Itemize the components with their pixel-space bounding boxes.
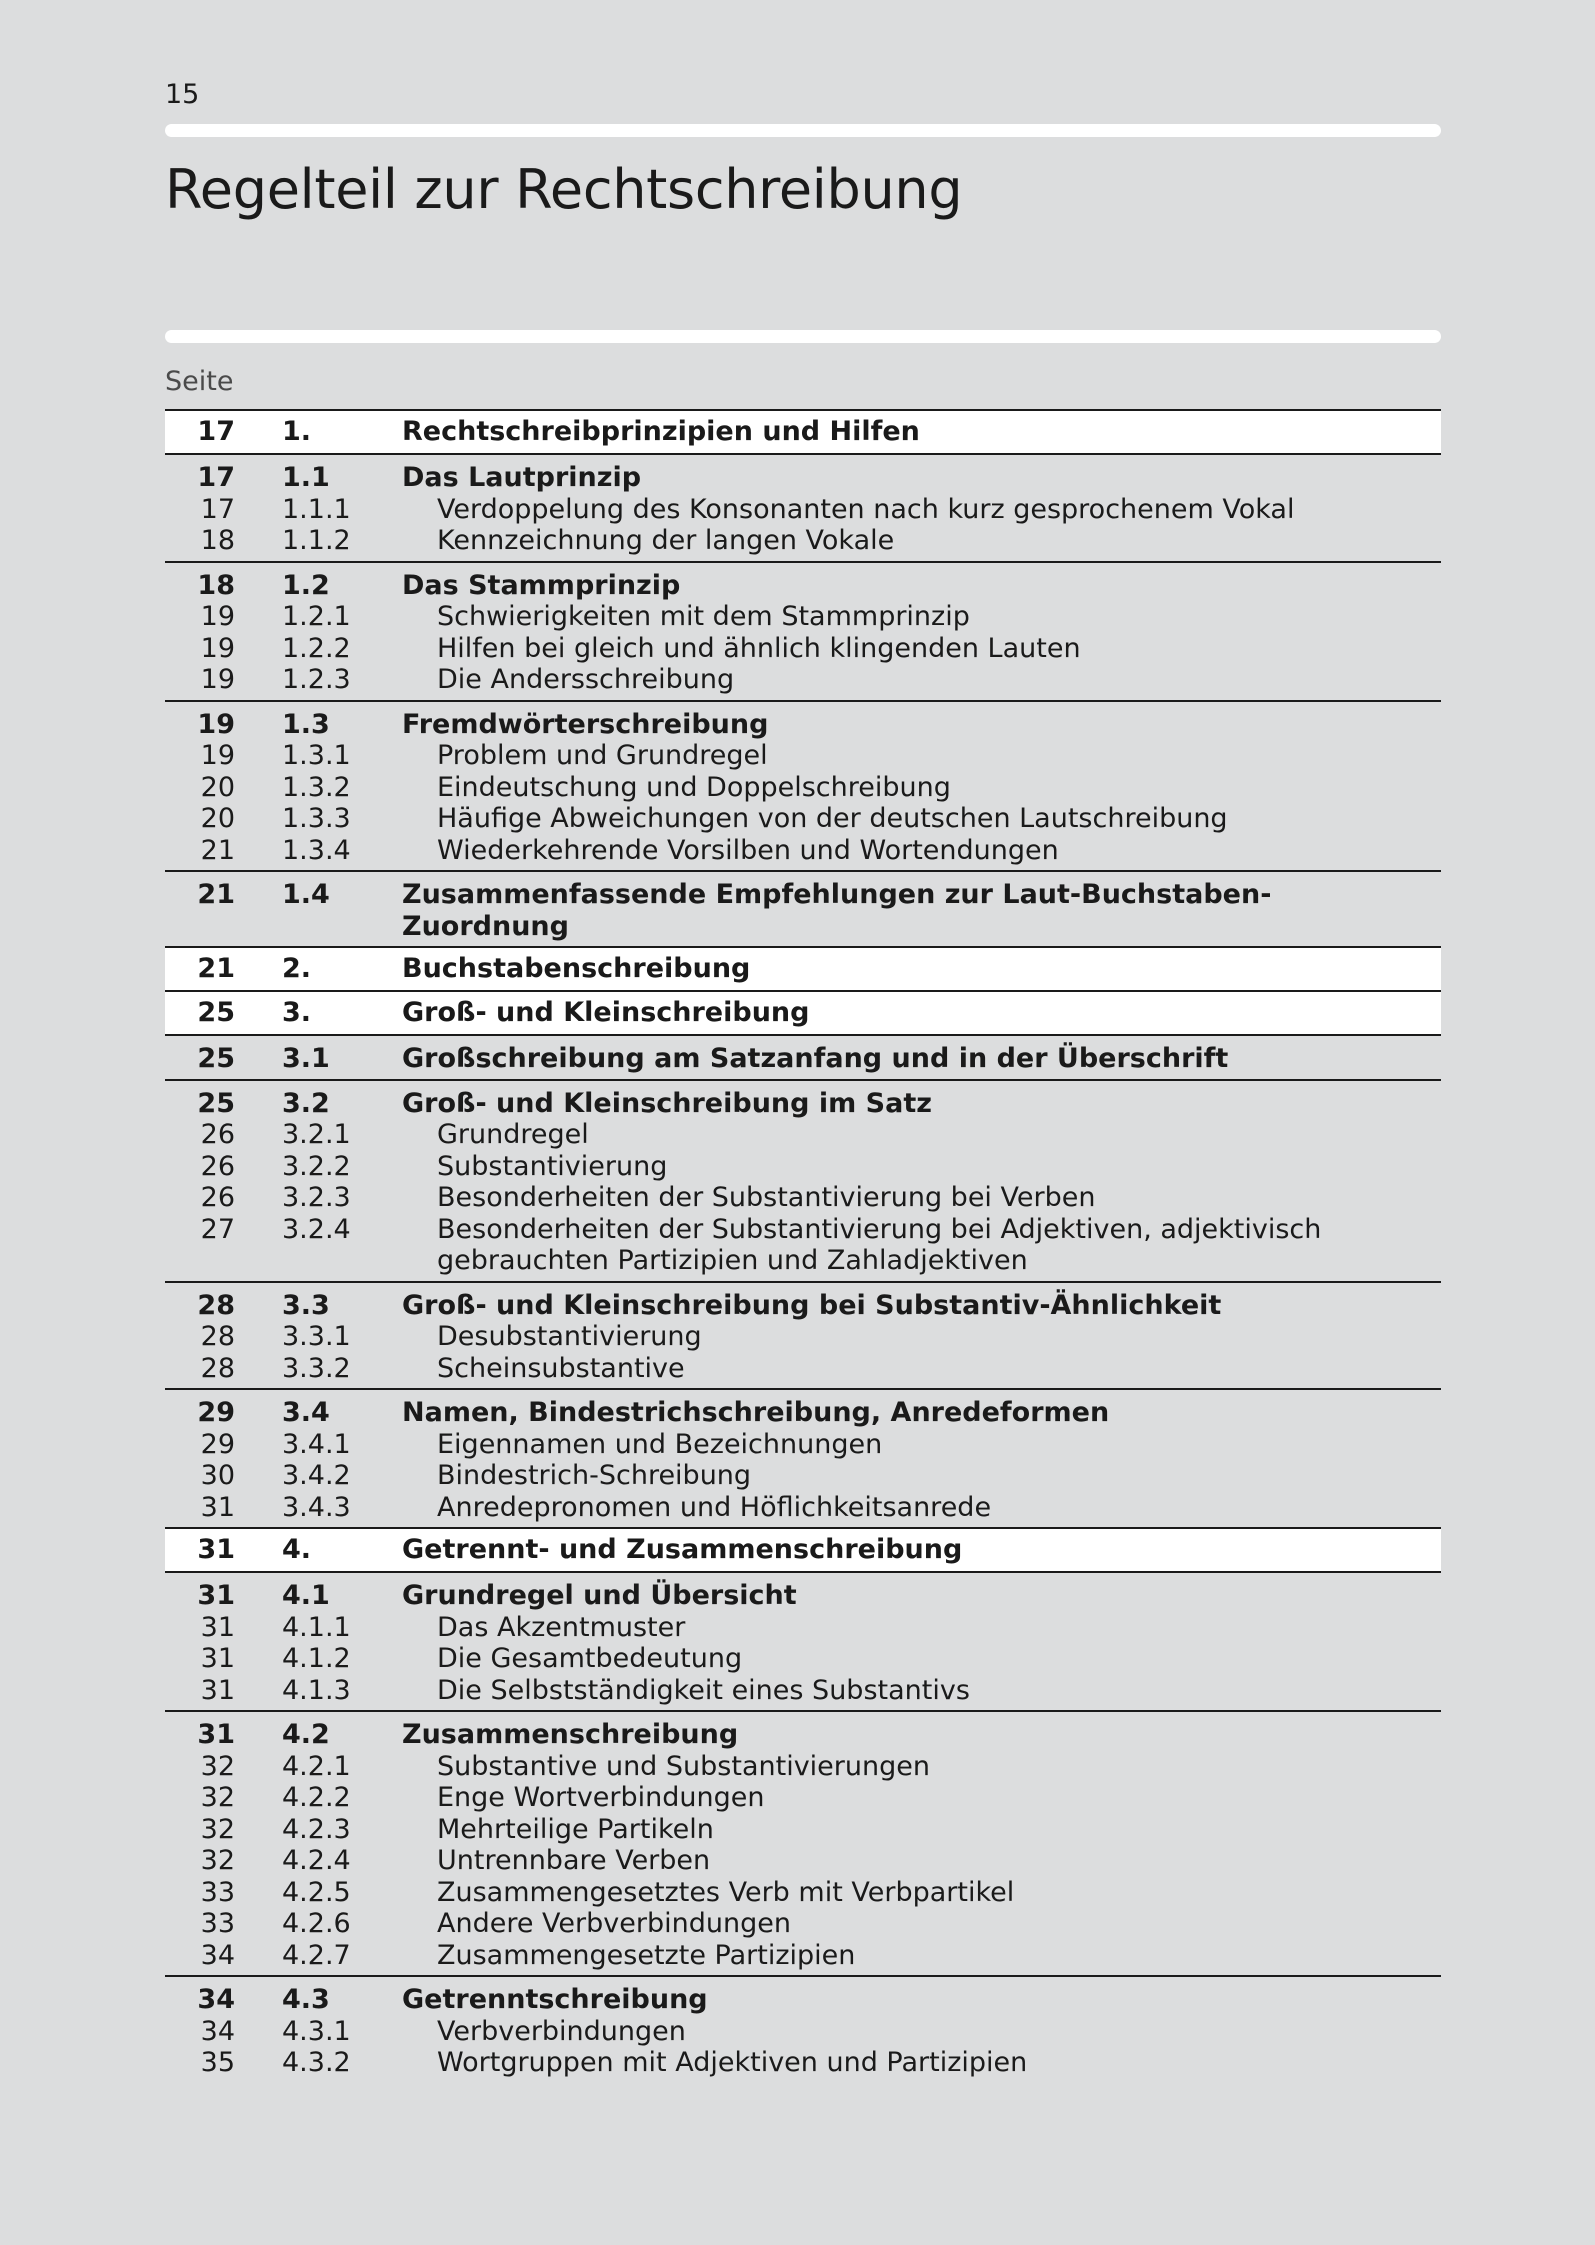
toc-entry-title: Verdoppelung des Konsonanten nach kurz gesprochenem Vokal [437, 493, 1295, 525]
toc-entry[interactable] [165, 494, 1441, 526]
toc-section-number: 4. [282, 1534, 312, 1565]
toc-page-number: 35 [200, 2047, 235, 2078]
table-of-contents [165, 409, 1441, 2083]
toc-entry[interactable] [165, 1814, 1441, 1846]
toc-section-number: 2. [282, 953, 312, 984]
toc-chapter-group [165, 992, 1441, 1036]
toc-entry[interactable] [165, 1877, 1441, 1909]
toc-section-number: 1.3.4 [282, 834, 351, 866]
toc-entry-title: Wiederkehrende Vorsilben und Wortendungen [437, 834, 1059, 866]
toc-entry-title: Andere Verbverbindungen [437, 1908, 791, 1939]
toc-entry-title: Anredepronomen und Höflichkeitsanrede [437, 1491, 992, 1523]
top-divider [165, 124, 1441, 137]
toc-chapter-group [165, 409, 1441, 455]
toc-entry-title: Eigennamen und Bezeichnungen [437, 1428, 883, 1460]
toc-entry-title: Grundregel und Übersicht [402, 1580, 797, 1611]
toc-section-number: 1.4 [282, 879, 330, 910]
toc-section-number: 3.4 [282, 1397, 330, 1428]
toc-entry[interactable] [165, 1533, 1441, 1567]
toc-entry-title: Rechtschreibprinzipien und Hilfen [402, 416, 920, 447]
toc-section-number: 4.2.3 [282, 1813, 351, 1845]
toc-entry-title: Namen, Bindestrichschreibung, Anredeformen [402, 1397, 1110, 1428]
toc-entry-title: Mehrteilige Partikeln [437, 1813, 714, 1845]
page-title: Regelteil zur Rechtschreibung [165, 158, 963, 221]
toc-section-number: 3.2.2 [282, 1150, 351, 1182]
toc-page-number: 31 [197, 1719, 235, 1750]
toc-entry-title: Getrenntschreibung [402, 1984, 708, 2015]
toc-page-number: 19 [200, 632, 235, 664]
toc-page-number: 17 [200, 493, 235, 525]
toc-section-group [165, 561, 1441, 700]
toc-section-number: 4.2.4 [282, 1845, 351, 1876]
toc-entry[interactable] [165, 772, 1441, 804]
toc-entry-title: Häufige Abweichungen von der deutschen Lautschreibung [437, 803, 1228, 834]
toc-entry[interactable] [165, 1643, 1441, 1675]
toc-entry-title: Kennzeichnung der langen Vokale [437, 525, 895, 556]
toc-entry[interactable] [165, 1321, 1441, 1353]
toc-section-group [165, 700, 1441, 871]
toc-page-number: 29 [200, 1428, 235, 1460]
toc-page-number: 19 [200, 664, 235, 695]
toc-entry[interactable] [165, 1751, 1441, 1783]
toc-section-number: 1.1 [282, 462, 330, 493]
toc-entry-title: Verbverbindungen [437, 2015, 686, 2047]
toc-section-number: 1. [282, 416, 312, 447]
toc-entry[interactable] [165, 1151, 1441, 1183]
toc-entry[interactable] [165, 1492, 1441, 1524]
toc-entry[interactable] [165, 1182, 1441, 1214]
toc-entry[interactable] [165, 633, 1441, 665]
toc-entry[interactable] [165, 1290, 1441, 1322]
toc-entry-title: Die Selbstständigkeit eines Substantivs [437, 1674, 970, 1706]
toc-section-group [165, 1710, 1441, 1975]
toc-entry[interactable] [165, 1908, 1441, 1940]
toc-entry[interactable] [165, 1580, 1441, 1612]
toc-entry[interactable] [165, 709, 1441, 741]
toc-page-number: 34 [200, 2015, 235, 2047]
toc-entry[interactable] [165, 2016, 1441, 2048]
toc-section-number: 3.2.4 [282, 1213, 351, 1245]
toc-entry-title: Fremdwörterschreibung [402, 708, 769, 740]
toc-entry-title: Substantivierung [437, 1150, 668, 1182]
toc-page-number: 27 [200, 1213, 235, 1245]
toc-entry[interactable] [165, 1088, 1441, 1120]
toc-section-number: 1.3 [282, 708, 330, 740]
toc-page-number: 26 [200, 1150, 235, 1182]
toc-section-number: 4.1.3 [282, 1674, 351, 1706]
toc-page-number: 34 [197, 1984, 235, 2015]
toc-section-group [165, 1036, 1441, 1079]
toc-page-number: 28 [200, 1352, 235, 1384]
toc-entry[interactable] [165, 601, 1441, 633]
toc-entry-title: Hilfen bei gleich und ähnlich klingenden Lauten [437, 632, 1081, 664]
toc-page-number: 21 [197, 953, 235, 984]
toc-section-group [165, 1388, 1441, 1527]
toc-entry-title: Besonderheiten der Substantivierung bei Adjektiven, adjektivisch gebrauchten Partizipien und Zahladjektiven [437, 1213, 1322, 1276]
toc-entry-title: Zusammengesetztes Verb mit Verbpartikel [437, 1876, 1015, 1908]
page-column-label: Seite [165, 366, 234, 397]
toc-entry[interactable] [165, 1719, 1441, 1751]
toc-entry-title: Schwierigkeiten mit dem Stammprinzip [437, 601, 970, 632]
toc-entry[interactable] [165, 664, 1441, 696]
section-divider [165, 330, 1441, 343]
toc-section-number: 4.1.1 [282, 1611, 351, 1643]
toc-section-number: 3.3.1 [282, 1321, 351, 1352]
toc-section-number: 1.1.1 [282, 493, 351, 525]
toc-page-number: 18 [197, 569, 235, 601]
toc-entry-title: Wortgruppen mit Adjektiven und Partizipien [437, 2047, 1028, 2078]
toc-entry[interactable] [165, 879, 1441, 942]
toc-page-number: 32 [200, 1845, 235, 1876]
toc-page-number: 26 [200, 1182, 235, 1213]
toc-section-number: 3.2 [282, 1087, 330, 1119]
toc-section-number: 1.3.2 [282, 771, 351, 803]
toc-page-number: 31 [200, 1643, 235, 1674]
toc-section-number: 4.3.1 [282, 2015, 351, 2047]
toc-section-number: 1.2.3 [282, 664, 351, 695]
toc-entry-title: Bindestrich-Schreibung [437, 1460, 752, 1491]
toc-entry[interactable] [165, 1782, 1441, 1814]
toc-page-number: 21 [197, 879, 235, 910]
toc-entry[interactable] [165, 1214, 1441, 1277]
toc-entry[interactable] [165, 525, 1441, 557]
toc-entry-title: Besonderheiten der Substantivierung bei Verben [437, 1182, 1096, 1213]
toc-section-number: 4.2.5 [282, 1876, 351, 1908]
toc-entry-title: Eindeutschung und Doppelschreibung [437, 771, 951, 803]
toc-section-number: 4.2 [282, 1719, 330, 1750]
toc-entry[interactable] [165, 740, 1441, 772]
toc-entry-title: Groß- und Kleinschreibung im Satz [402, 1087, 932, 1119]
toc-entry[interactable] [165, 2047, 1441, 2079]
toc-section-group [165, 1573, 1441, 1710]
toc-section-number: 3.2.1 [282, 1119, 351, 1150]
toc-section-group [165, 1975, 1441, 2083]
toc-section-number: 4.2.1 [282, 1750, 351, 1782]
toc-section-number: 4.2.7 [282, 1939, 351, 1971]
toc-section-number: 3.4.1 [282, 1428, 351, 1460]
toc-entry[interactable] [165, 1940, 1441, 1972]
toc-section-group [165, 455, 1441, 561]
toc-page-number: 32 [200, 1750, 235, 1782]
toc-entry-title: Substantive und Substantivierungen [437, 1750, 930, 1782]
toc-entry-title: Das Stammprinzip [402, 569, 681, 601]
toc-page-number: 20 [200, 771, 235, 803]
toc-entry[interactable] [165, 1397, 1441, 1429]
toc-section-number: 4.1.2 [282, 1643, 351, 1674]
toc-section-number: 4.2.6 [282, 1908, 351, 1939]
toc-section-group [165, 1079, 1441, 1281]
toc-section-number: 3.3 [282, 1289, 330, 1321]
toc-entry[interactable] [165, 952, 1441, 986]
toc-page-number: 30 [200, 1460, 235, 1491]
toc-section-number: 4.3 [282, 1984, 330, 2015]
toc-entry-title: Buchstabenschreibung [402, 953, 751, 984]
toc-section-group [165, 870, 1441, 946]
toc-entry[interactable] [165, 1043, 1441, 1075]
toc-page-number: 20 [200, 803, 235, 834]
toc-entry[interactable] [165, 415, 1441, 449]
toc-entry[interactable] [165, 1675, 1441, 1707]
toc-page-number: 25 [197, 997, 235, 1028]
toc-page-number: 34 [200, 1939, 235, 1971]
toc-section-number: 3. [282, 997, 312, 1028]
toc-page-number: 25 [197, 1087, 235, 1119]
toc-page-number: 25 [197, 1043, 235, 1074]
toc-page-number: 33 [200, 1876, 235, 1908]
toc-section-number: 1.2.2 [282, 632, 351, 664]
toc-entry-title: Getrennt- und Zusammenschreibung [402, 1534, 963, 1565]
toc-section-number: 4.1 [282, 1580, 330, 1611]
toc-page-number: 19 [200, 740, 235, 771]
toc-entry[interactable] [165, 1984, 1441, 2016]
toc-section-number: 1.2.1 [282, 601, 351, 632]
toc-entry[interactable] [165, 1845, 1441, 1877]
toc-entry-title: Grundregel [437, 1119, 589, 1150]
toc-section-number: 1.3.3 [282, 803, 351, 834]
toc-entry-title: Desubstantivierung [437, 1321, 702, 1352]
toc-section-number: 4.2.2 [282, 1782, 351, 1813]
toc-entry-title: Zusammengesetzte Partizipien [437, 1939, 856, 1971]
toc-entry-title: Problem und Grundregel [437, 740, 768, 771]
toc-section-number: 3.1 [282, 1043, 330, 1074]
toc-entry[interactable] [165, 462, 1441, 494]
toc-section-number: 3.2.3 [282, 1182, 351, 1213]
toc-entry-title: Zusammenfassende Empfehlungen zur Laut-Buchstaben-Zuordnung [402, 879, 1272, 942]
toc-page-number: 32 [200, 1813, 235, 1845]
toc-entry-title: Groß- und Kleinschreibung [402, 997, 810, 1028]
toc-chapter-group [165, 946, 1441, 992]
toc-page-number: 19 [200, 601, 235, 632]
toc-section-number: 1.2 [282, 569, 330, 601]
page-number: 15 [165, 79, 200, 110]
toc-page-number: 33 [200, 1908, 235, 1939]
toc-section-number: 1.1.2 [282, 525, 351, 556]
toc-entry-title: Zusammenschreibung [402, 1719, 739, 1750]
toc-page-number: 31 [200, 1611, 235, 1643]
toc-entry[interactable] [165, 1460, 1441, 1492]
toc-page-number: 31 [200, 1674, 235, 1706]
toc-page-number: 21 [200, 834, 235, 866]
toc-section-number: 3.3.2 [282, 1352, 351, 1384]
toc-entry[interactable] [165, 1429, 1441, 1461]
toc-chapter-group [165, 1527, 1441, 1573]
toc-entry-title: Die Gesamtbedeutung [437, 1643, 743, 1674]
toc-page-number: 17 [197, 416, 235, 447]
toc-entry-title: Großschreibung am Satzanfang und in der Überschrift [402, 1043, 1229, 1074]
toc-page-number: 26 [200, 1119, 235, 1150]
toc-page-number: 19 [197, 708, 235, 740]
toc-entry-title: Enge Wortverbindungen [437, 1782, 765, 1813]
toc-entry[interactable] [165, 803, 1441, 835]
toc-page-number: 31 [197, 1534, 235, 1565]
toc-page-number: 32 [200, 1782, 235, 1813]
toc-section-number: 3.4.3 [282, 1491, 351, 1523]
toc-entry-title: Das Akzentmuster [437, 1611, 686, 1643]
toc-entry-title: Untrennbare Verben [437, 1845, 711, 1876]
toc-section-number: 3.4.2 [282, 1460, 351, 1491]
toc-entry[interactable] [165, 835, 1441, 867]
toc-entry[interactable] [165, 1119, 1441, 1151]
toc-page-number: 28 [200, 1321, 235, 1352]
toc-entry-title: Das Lautprinzip [402, 462, 642, 493]
toc-entry-title: Die Andersschreibung [437, 664, 735, 695]
toc-entry[interactable] [165, 1353, 1441, 1385]
toc-section-number: 4.3.2 [282, 2047, 351, 2078]
toc-entry[interactable] [165, 996, 1441, 1030]
toc-entry-title: Scheinsubstantive [437, 1352, 685, 1384]
toc-page-number: 31 [200, 1491, 235, 1523]
toc-page-number: 28 [197, 1289, 235, 1321]
toc-page-number: 18 [200, 525, 235, 556]
toc-section-number: 1.3.1 [282, 740, 351, 771]
toc-entry-title: Groß- und Kleinschreibung bei Substantiv-Ähnlichkeit [402, 1289, 1222, 1321]
toc-section-group [165, 1281, 1441, 1389]
toc-page-number: 31 [197, 1580, 235, 1611]
toc-page-number: 17 [197, 462, 235, 493]
toc-entry[interactable] [165, 1612, 1441, 1644]
toc-entry[interactable] [165, 570, 1441, 602]
toc-page-number: 29 [197, 1397, 235, 1428]
